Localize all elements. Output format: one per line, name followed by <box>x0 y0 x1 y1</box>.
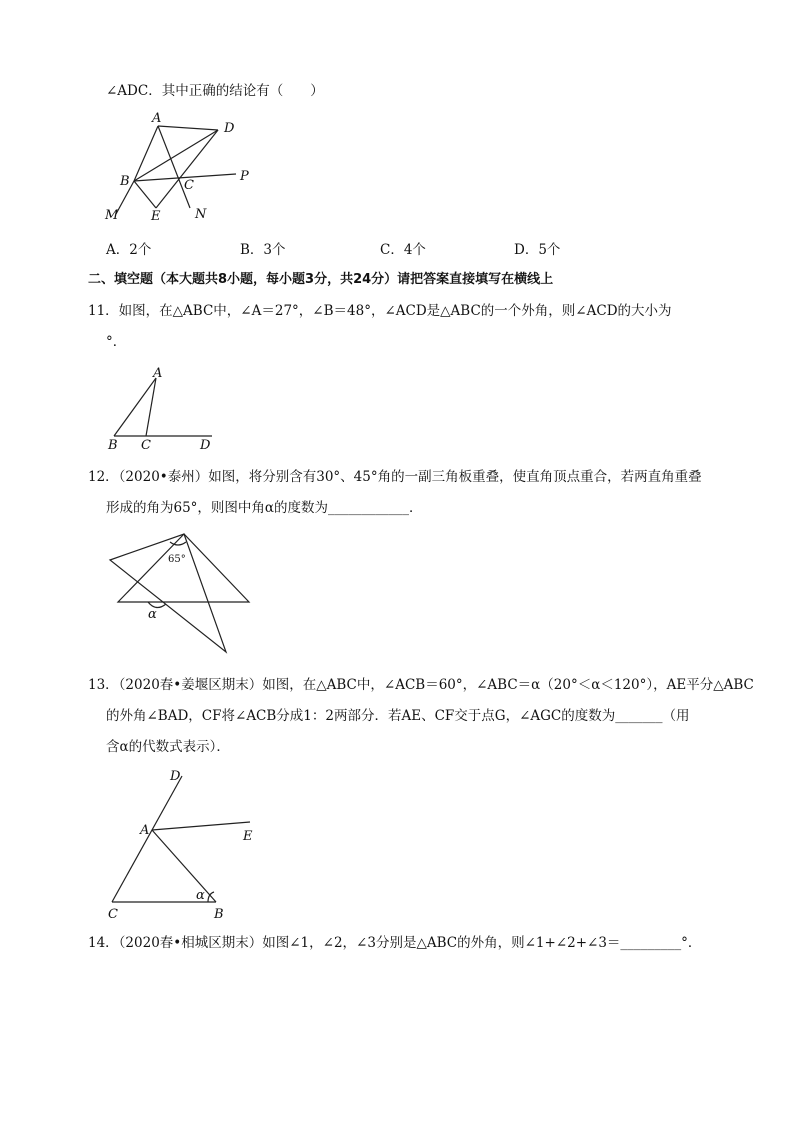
q10-option-b: B．3个 <box>240 242 286 258</box>
q11-label-b: B <box>108 438 118 453</box>
q12-alpha-label: α <box>148 607 157 622</box>
q13-line1: 13．（2020春•姜堰区期末）如图，在△ABC中，∠ACB＝60°，∠ABC＝α（20°＜α＜120°），AE平分△ABC <box>88 677 754 693</box>
q10-label-c: C <box>184 178 194 193</box>
q13-label-e: E <box>243 829 253 844</box>
q11-label-d: D <box>200 438 211 453</box>
q13-alpha-label: α <box>196 888 205 903</box>
q10-tail-text: ∠ADC．其中正确的结论有（ ） <box>106 83 324 99</box>
q13-label-a: A <box>140 823 150 838</box>
q14-line1: 14．（2020春•相城区期末）如图∠1，∠2，∠3分别是△ABC的外角，则∠1+∠2+∠3＝_________°． <box>88 935 702 951</box>
q13-label-c: C <box>108 907 118 922</box>
q12-figure <box>104 528 256 660</box>
q10-option-d: D．5个 <box>514 242 561 258</box>
q11-line1: 11．如图，在△ABC中，∠A＝27°，∠B＝48°，∠ACD是△ABC的一个外角，则∠ACD的大小为 <box>88 303 672 319</box>
q11-label-a: A <box>153 366 163 381</box>
q10-option-c: C．4个 <box>380 242 426 258</box>
q10-label-p: P <box>240 169 249 184</box>
q10-figure <box>100 108 270 228</box>
q10-label-d: D <box>224 121 235 136</box>
q10-label-m: M <box>105 208 119 223</box>
q13-label-d: D <box>170 769 181 784</box>
q10-label-b: B <box>120 174 130 189</box>
q11-line2: °． <box>106 334 127 350</box>
q12-angle-label: 65° <box>168 554 186 565</box>
q13-line2: 的外角∠BAD，CF将∠ACB分成1：2两部分．若AE、CF交于点G，∠AGC的度数为_______（用 <box>106 708 690 724</box>
q10-label-e: E <box>151 209 161 224</box>
q12-line2: 形成的角为65°，则图中角α的度数为____________． <box>106 500 423 516</box>
section-heading: 二、填空题（本大题共8小题，每小题3分，共24分）请把答案直接填写在横线上 <box>88 272 554 287</box>
q13-figure <box>104 768 264 928</box>
q11-figure <box>104 364 224 454</box>
q11-label-c: C <box>141 438 151 453</box>
q10-option-a: A．2个 <box>106 242 152 258</box>
q10-label-n: N <box>195 207 207 222</box>
q10-label-a: A <box>152 111 162 126</box>
q12-line1: 12．（2020•泰州）如图，将分别含有30°、45°角的一副三角板重叠，使直角顶点重合，若两直角重叠 <box>88 469 702 485</box>
q13-line3: 含α的代数式表示）． <box>106 739 230 755</box>
q13-label-b: B <box>214 907 224 922</box>
